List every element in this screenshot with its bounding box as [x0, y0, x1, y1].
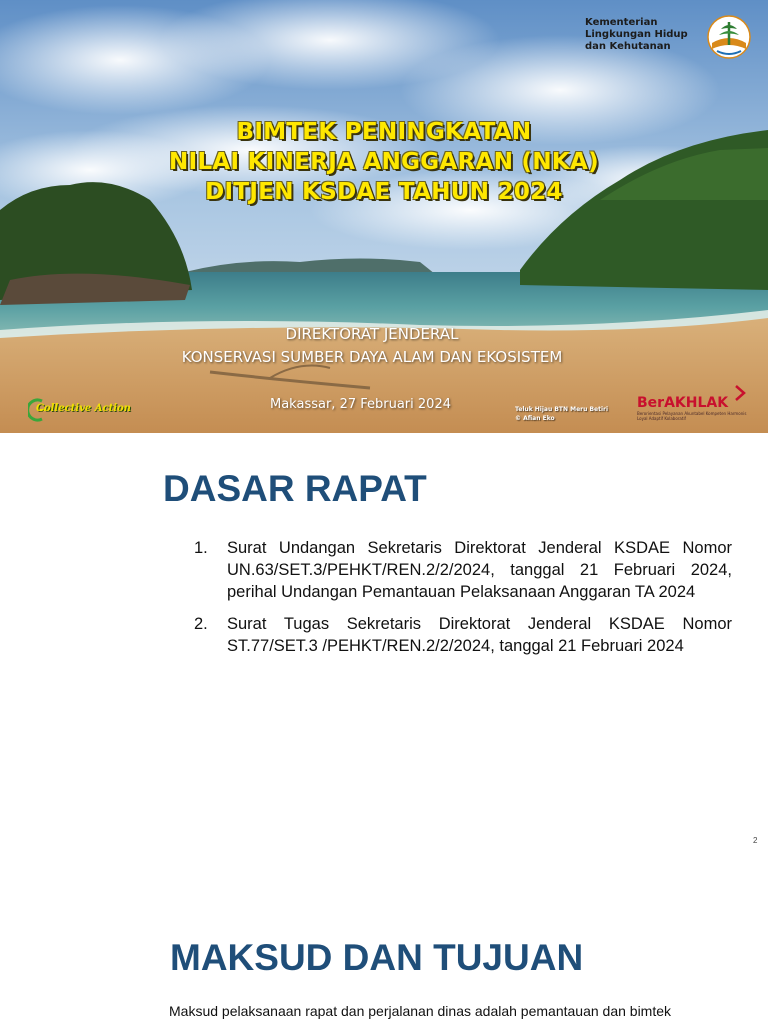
credit-line: Teluk Hijau BTN Meru Betiri: [515, 406, 609, 413]
page-number: 2: [753, 836, 758, 845]
slide-heading: MAKSUD DAN TUJUAN: [170, 937, 584, 978]
title-line: BIMTEK PENINGKATAN: [236, 119, 532, 145]
list-text: Surat Undangan Sekretaris Direktorat Jenderal KSDAE Nomor UN.63/SET.3/PEHKT/REN.2/2/2024, tanggal 21 Februari 2024, perihal Undangan Pemantauan Pelaksanaan Anggaran TA 2024: [227, 539, 732, 601]
photo-credit: [515, 405, 608, 423]
berakhlak-name: BerAKHLAK: [637, 395, 729, 411]
directorate-line: DIREKTORAT JENDERAL: [285, 325, 459, 343]
directorate-line: KONSERVASI SUMBER DAYA ALAM DAN EKOSISTEM: [181, 348, 563, 366]
chevron-right-icon: [734, 385, 746, 401]
dasar-list: [190, 537, 732, 667]
berakhlak-logo: [637, 395, 747, 421]
list-number: 2.: [194, 615, 208, 633]
directorate-name: [0, 323, 744, 369]
slide-heading: DASAR RAPAT: [163, 468, 427, 509]
ministry-line: Kementerian: [585, 17, 658, 28]
title-line: NILAI KINERJA ANGGARAN (NKA): [169, 149, 599, 175]
berakhlak-tagline: Berorientasi Pelayanan Akuntabel Kompeten Harmonis Loyal Adaptif Kolaboratif: [637, 411, 747, 421]
place-date: Makassar, 27 Februari 2024: [270, 397, 451, 412]
klhk-logo-icon: [707, 15, 751, 59]
maksud-intro-text: Maksud pelaksanaan rapat dan perjalanan dinas adalah pemantauan dan bimtek: [169, 1003, 672, 1019]
ministry-line: dan Kehutanan: [585, 41, 671, 52]
list-text: Surat Tugas Sekretaris Direktorat Jenderal KSDAE Nomor ST.77/SET.3 /PEHKT/REN.2/2/2024, tanggal 21 Februari 2024: [227, 615, 732, 655]
list-item: [190, 537, 732, 603]
list-number: 1.: [194, 539, 208, 557]
cover-slide: [0, 0, 768, 433]
ministry-name: [585, 17, 688, 53]
cover-title: [0, 117, 768, 207]
list-item: [190, 613, 732, 657]
collective-action-text: Collective Action: [36, 403, 131, 414]
credit-line: © Afian Eko: [515, 415, 555, 422]
ministry-line: Lingkungan Hidup: [585, 29, 688, 40]
title-line: DITJEN KSDAE TAHUN 2024: [205, 179, 563, 205]
dasar-rapat-slide: [0, 433, 768, 863]
